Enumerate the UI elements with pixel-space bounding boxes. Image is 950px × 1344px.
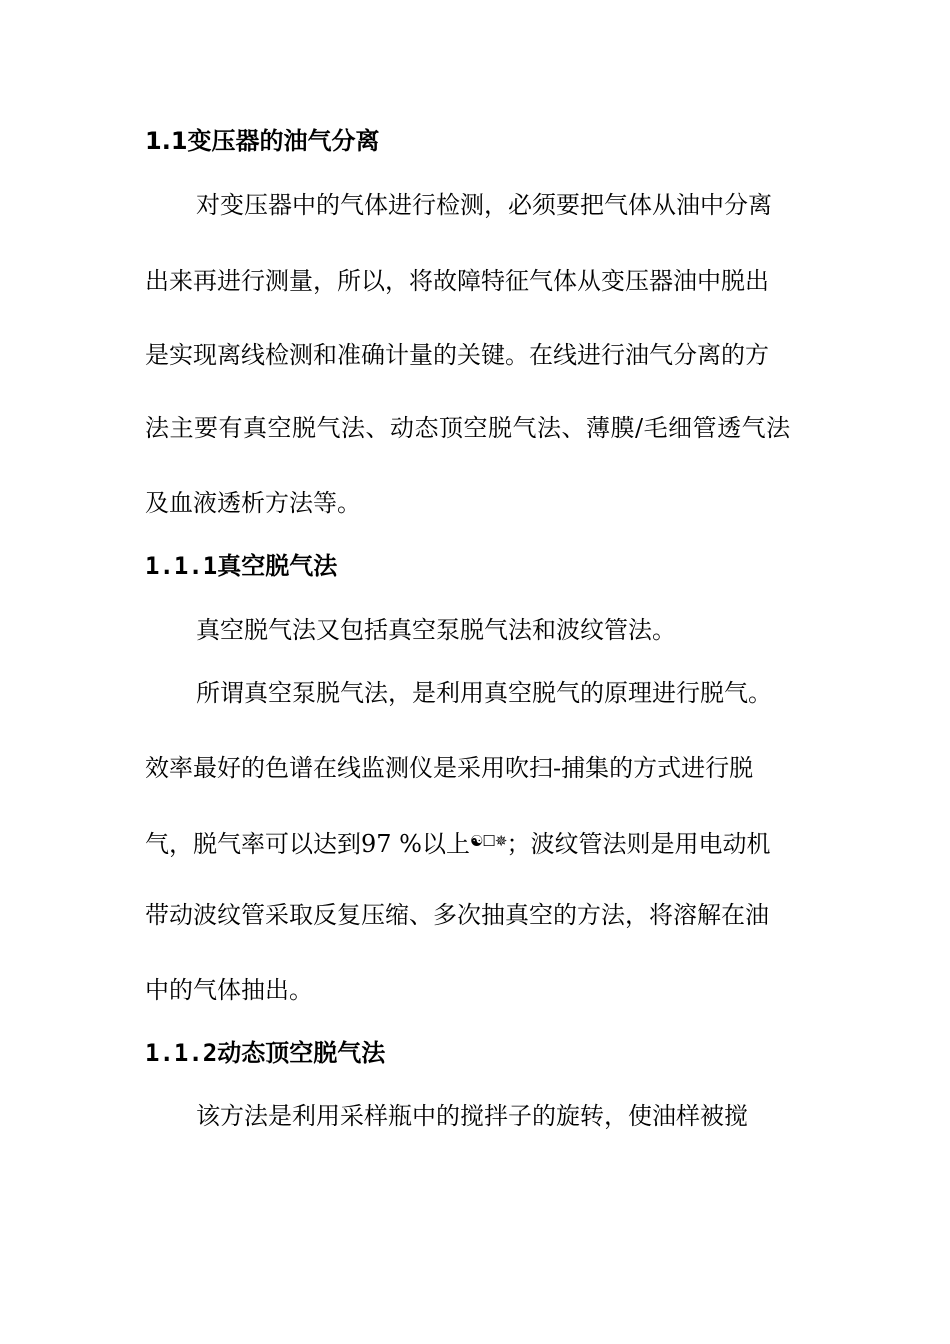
paragraph-line: 出来再进行测量，所以，将故障特征气体从变压器油中脱出 [145,267,769,295]
paragraph-line: 对变压器中的气体进行检测，必须要把气体从油中分离 [196,191,772,219]
paragraph-line: 真空脱气法又包括真空泵脱气法和波纹管法。 [196,616,676,644]
paragraph-line: 带动波纹管采取反复压缩、多次抽真空的方法，将溶解在油 [145,901,769,929]
paragraph-line [145,826,815,859]
section-heading-1-1-1 [145,551,815,581]
section-title: 动态顶空脱气法 [217,1039,386,1067]
paragraph-line: 该方法是利用采样瓶中的搅拌子的旋转，使油样被搅 [196,1102,748,1130]
paragraph-line: 是实现离线检测和准确计量的关键。在线进行油气分离的方 [145,341,769,369]
paragraph-line: 中的气体抽出。 [145,976,313,1004]
paragraph-line: 及血液透析方法等。 [145,489,361,517]
section-title: 真空脱气法 [217,552,338,580]
paragraph-line: 法主要有真空脱气法、动态顶空脱气法、薄膜/毛细管透气法 [145,414,791,442]
citation-glyphs: ☯☐✵ [469,832,507,850]
paragraph-line: 所谓真空泵脱气法，是利用真空脱气的原理进行脱气。 [196,679,772,707]
paragraph-line: 效率最好的色谱在线监测仪是采用吹扫-捕集的方式进行脱 [145,754,754,782]
section-heading-1-1-2 [145,1038,815,1068]
section-number: 1.1.2 [145,1039,218,1067]
section-number: 1.1.1 [145,552,218,580]
section-heading-1-1 [145,126,815,156]
paragraph-text: ；波纹管法则是用电动机 [506,830,771,858]
section-heading-text: 1.1变压器的油气分离 [145,127,380,155]
paragraph-text: 气，脱气率可以达到97 %以上 [145,830,470,858]
